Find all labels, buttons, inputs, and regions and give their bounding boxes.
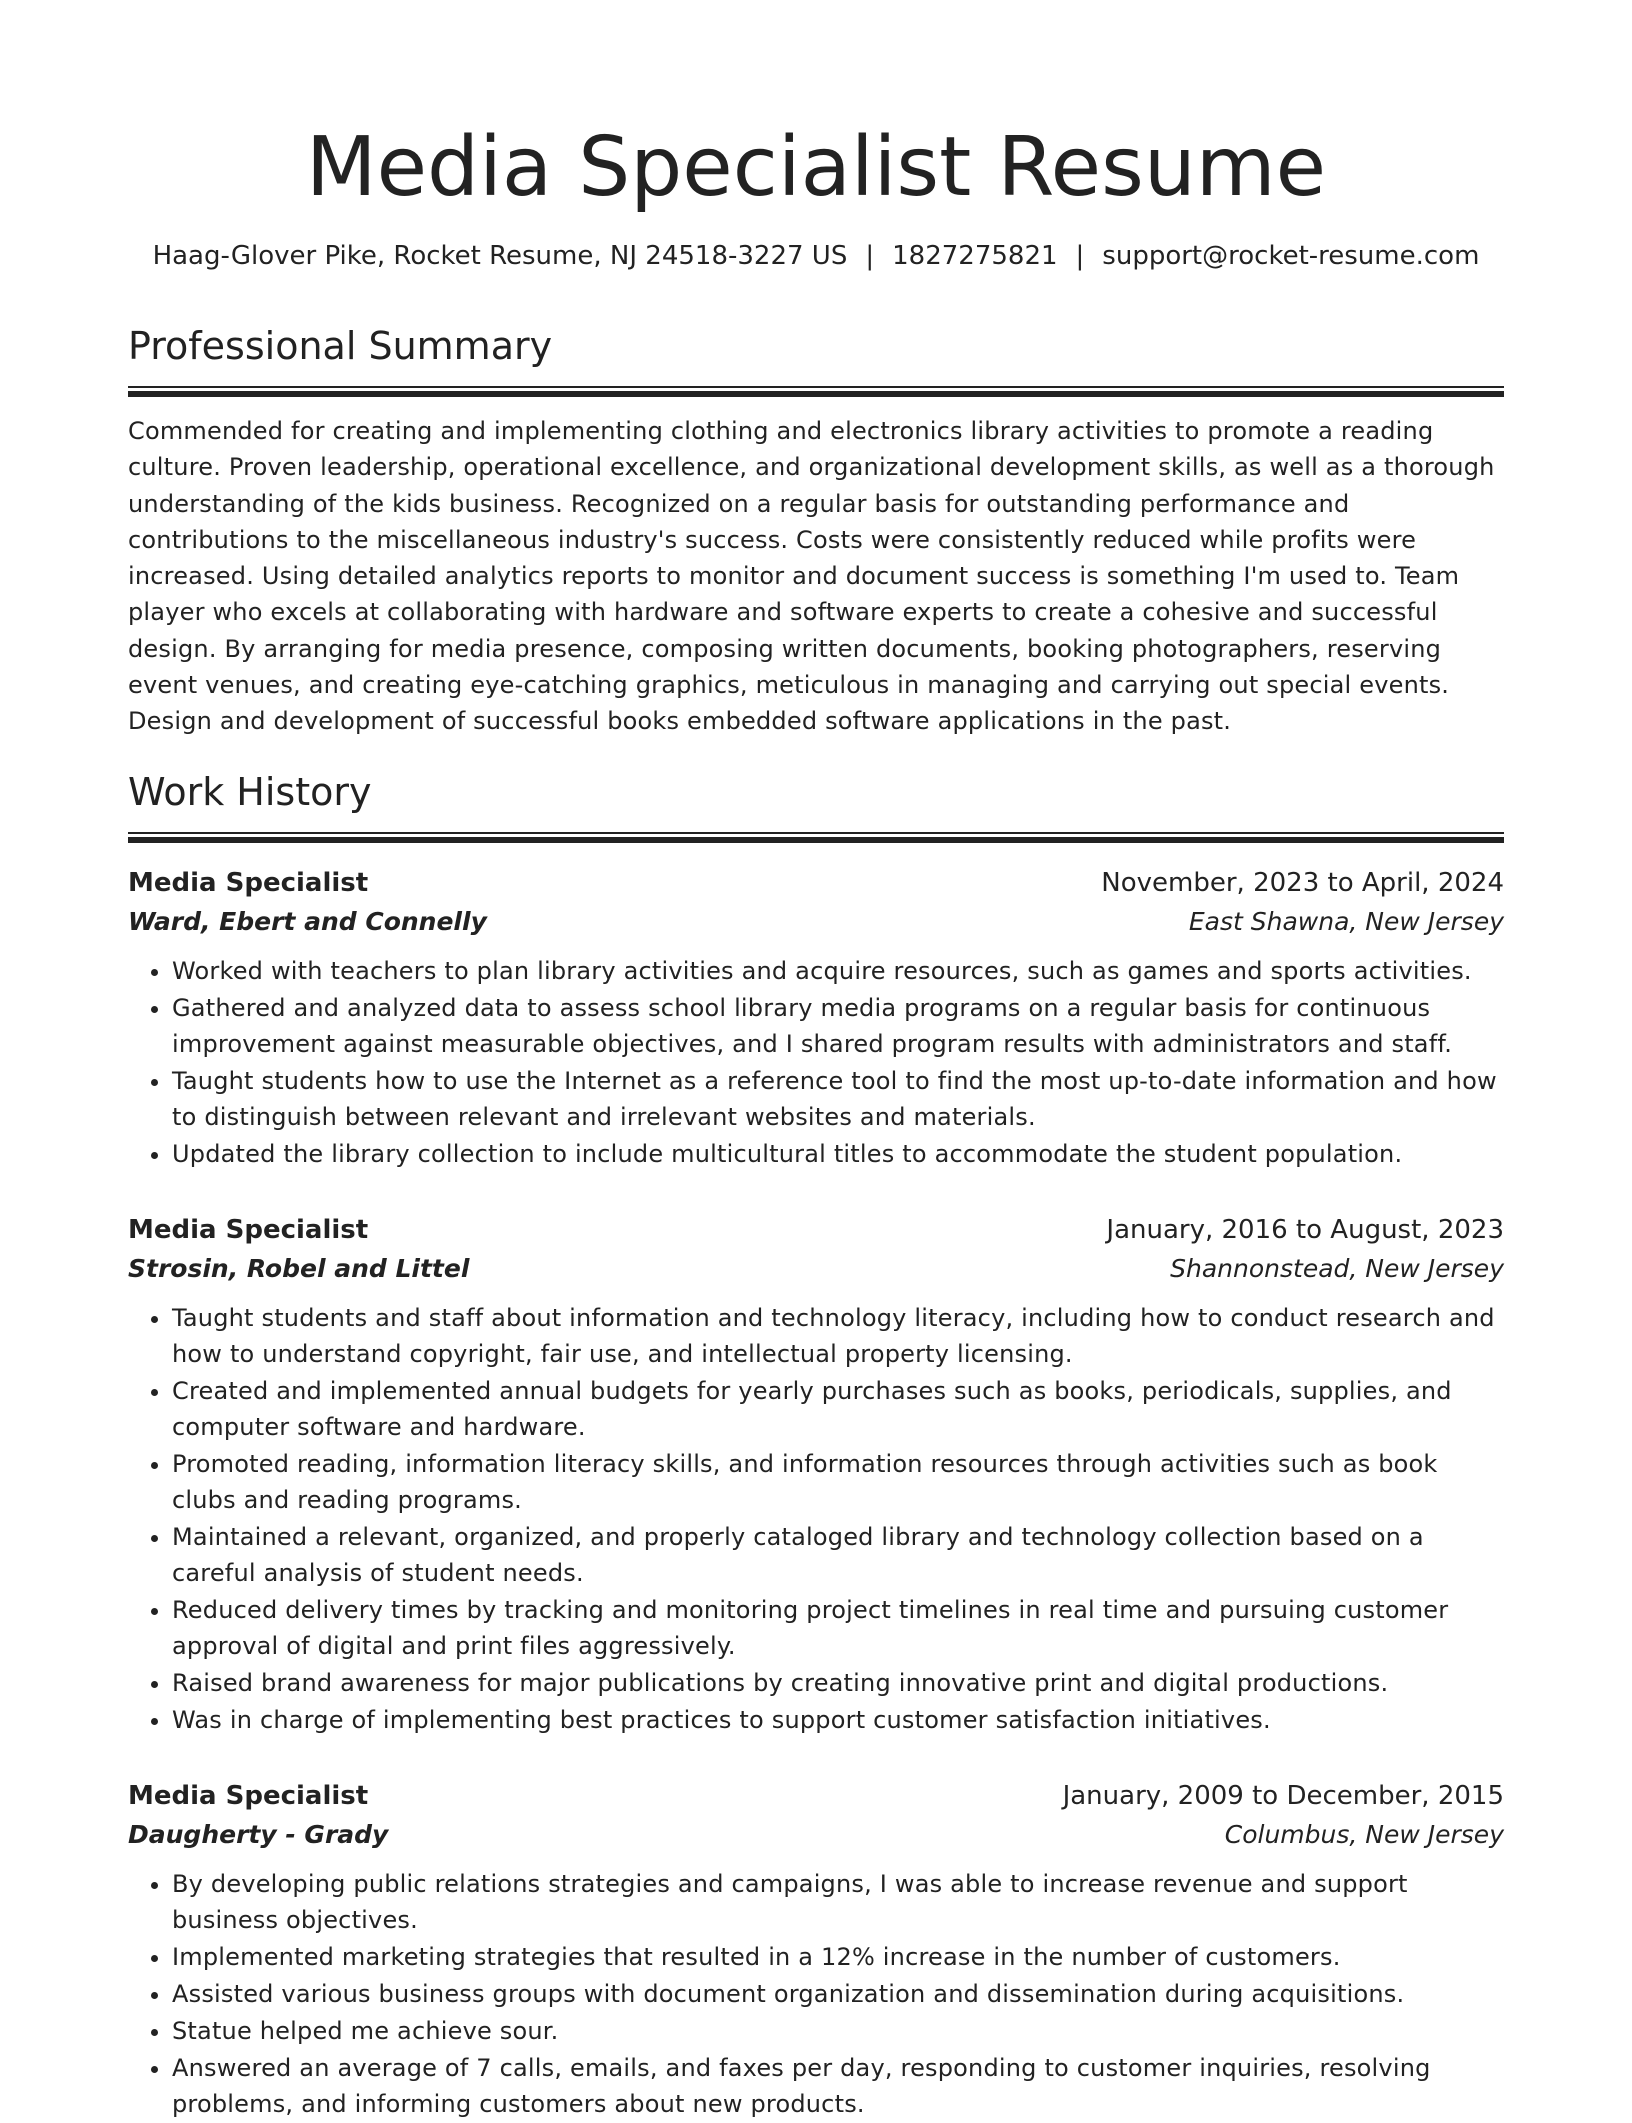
address: Haag-Glover Pike, Rocket Resume, NJ 24518-3227 US [152, 241, 848, 271]
job-bullet: • Was in charge of implementing best practices to support customer satisfaction initiatives. [172, 1702, 1504, 1738]
job-bullets [128, 1866, 1504, 2122]
job-bullet: • Taught students and staff about information and technology literacy, including how to conduct research and how to understand copyright, fair use, and intellectual property licensing. [172, 1300, 1504, 1372]
summary-heading: Professional Summary [128, 324, 553, 368]
job-bullet: • Promoted reading, information literacy skills, and information resources through activities such as book clubs and reading programs. [172, 1446, 1504, 1518]
job-dates: January, 2009 to December, 2015 [1062, 1780, 1504, 1811]
section-divider [128, 386, 1504, 397]
job-title: Media Specialist [128, 867, 369, 898]
job-bullet: • Maintained a relevant, organized, and properly cataloged library and technology collection based on a careful analysis of student needs. [172, 1519, 1504, 1591]
resume-title: Media Specialist Resume [305, 120, 1327, 215]
job-dates: November, 2023 to April, 2024 [1101, 867, 1504, 898]
job-title: Media Specialist [128, 1780, 369, 1811]
summary-text: Commended for creating and implementing clothing and electronics library activities to promote a reading culture. Proven leadership, operational excellence, and organizational development skills, as well as a thorough understanding of the kids business. Recognized on a regular basis for outstanding performance and contributions to the miscellaneous industry's success. Costs were consistently reduced while profits were increased. Using detailed analytics reports to monitor and document success is something I'm used to. Team player who excels at collaborating with hardware and software experts to create a cohesive and successful design. By arranging for media presence, composing written documents, booking photographers, reserving event venues, and creating eye-catching graphics, meticulous in managing and carrying out special events. Design and development of successful books embedded software applications in the past. [128, 417, 1495, 736]
job-entry [128, 1776, 1504, 2122]
job-bullet: • Created and implemented annual budgets for yearly purchases such as books, periodicals, supplies, and computer software and hardware. [172, 1373, 1504, 1445]
resume-page [128, 118, 1504, 2123]
job-bullet: • Answered an average of 7 calls, emails, and faxes per day, responding to customer inquiries, resolving problems, and informing customers about new products. [172, 2050, 1504, 2122]
contact-separator: | [865, 241, 875, 271]
job-bullet: • Statue helped me achieve sour. [172, 2013, 1504, 2049]
work-heading: Work History [128, 769, 372, 814]
phone: 1827275821 [892, 241, 1058, 271]
work-section-header [128, 768, 1504, 843]
contact-line [128, 236, 1504, 276]
company-name: Ward, Ebert and Connelly [128, 906, 487, 936]
job-title: Media Specialist [128, 1214, 369, 1245]
company-name: Strosin, Robel and Littel [128, 1253, 470, 1283]
contact-separator: | [1075, 241, 1085, 271]
job-bullet: • Raised brand awareness for major publications by creating innovative print and digital productions. [172, 1665, 1504, 1701]
job-location: Shannonstead, New Jersey [1170, 1253, 1504, 1283]
job-bullet: • Implemented marketing strategies that resulted in a 12% increase in the number of customers. [172, 1939, 1504, 1975]
job-bullet: • By developing public relations strategies and campaigns, I was able to increase revenue and support business objectives. [172, 1866, 1504, 1938]
email: support@rocket-resume.com [1102, 241, 1480, 271]
job-location: Columbus, New Jersey [1224, 1819, 1504, 1849]
section-divider [128, 832, 1504, 843]
job-bullet: • Taught students how to use the Internet as a reference tool to find the most up-to-date information and how to distinguish between relevant and irrelevant websites and materials. [172, 1063, 1504, 1135]
job-list [128, 863, 1504, 2122]
job-bullet: • Worked with teachers to plan library activities and acquire resources, such as games and sports activities. [172, 953, 1504, 989]
company-name: Daugherty - Grady [128, 1819, 389, 1849]
job-bullet: • Updated the library collection to include multicultural titles to accommodate the student population. [172, 1136, 1504, 1172]
job-bullets [128, 953, 1504, 1172]
job-bullets [128, 1300, 1504, 1738]
job-entry [128, 863, 1504, 1172]
job-bullet: • Assisted various business groups with document organization and dissemination during acquisitions. [172, 1976, 1504, 2012]
job-bullet: • Reduced delivery times by tracking and monitoring project timelines in real time and pursuing customer approval of digital and print files aggressively. [172, 1592, 1504, 1664]
summary-section-header [128, 322, 1504, 397]
job-entry [128, 1210, 1504, 1738]
job-location: East Shawna, New Jersey [1188, 906, 1504, 936]
job-bullet: • Gathered and analyzed data to assess school library media programs on a regular basis for continuous improvement against measurable objectives, and I shared program results with administrators and staff. [172, 990, 1504, 1062]
job-dates: January, 2016 to August, 2023 [1106, 1214, 1504, 1245]
